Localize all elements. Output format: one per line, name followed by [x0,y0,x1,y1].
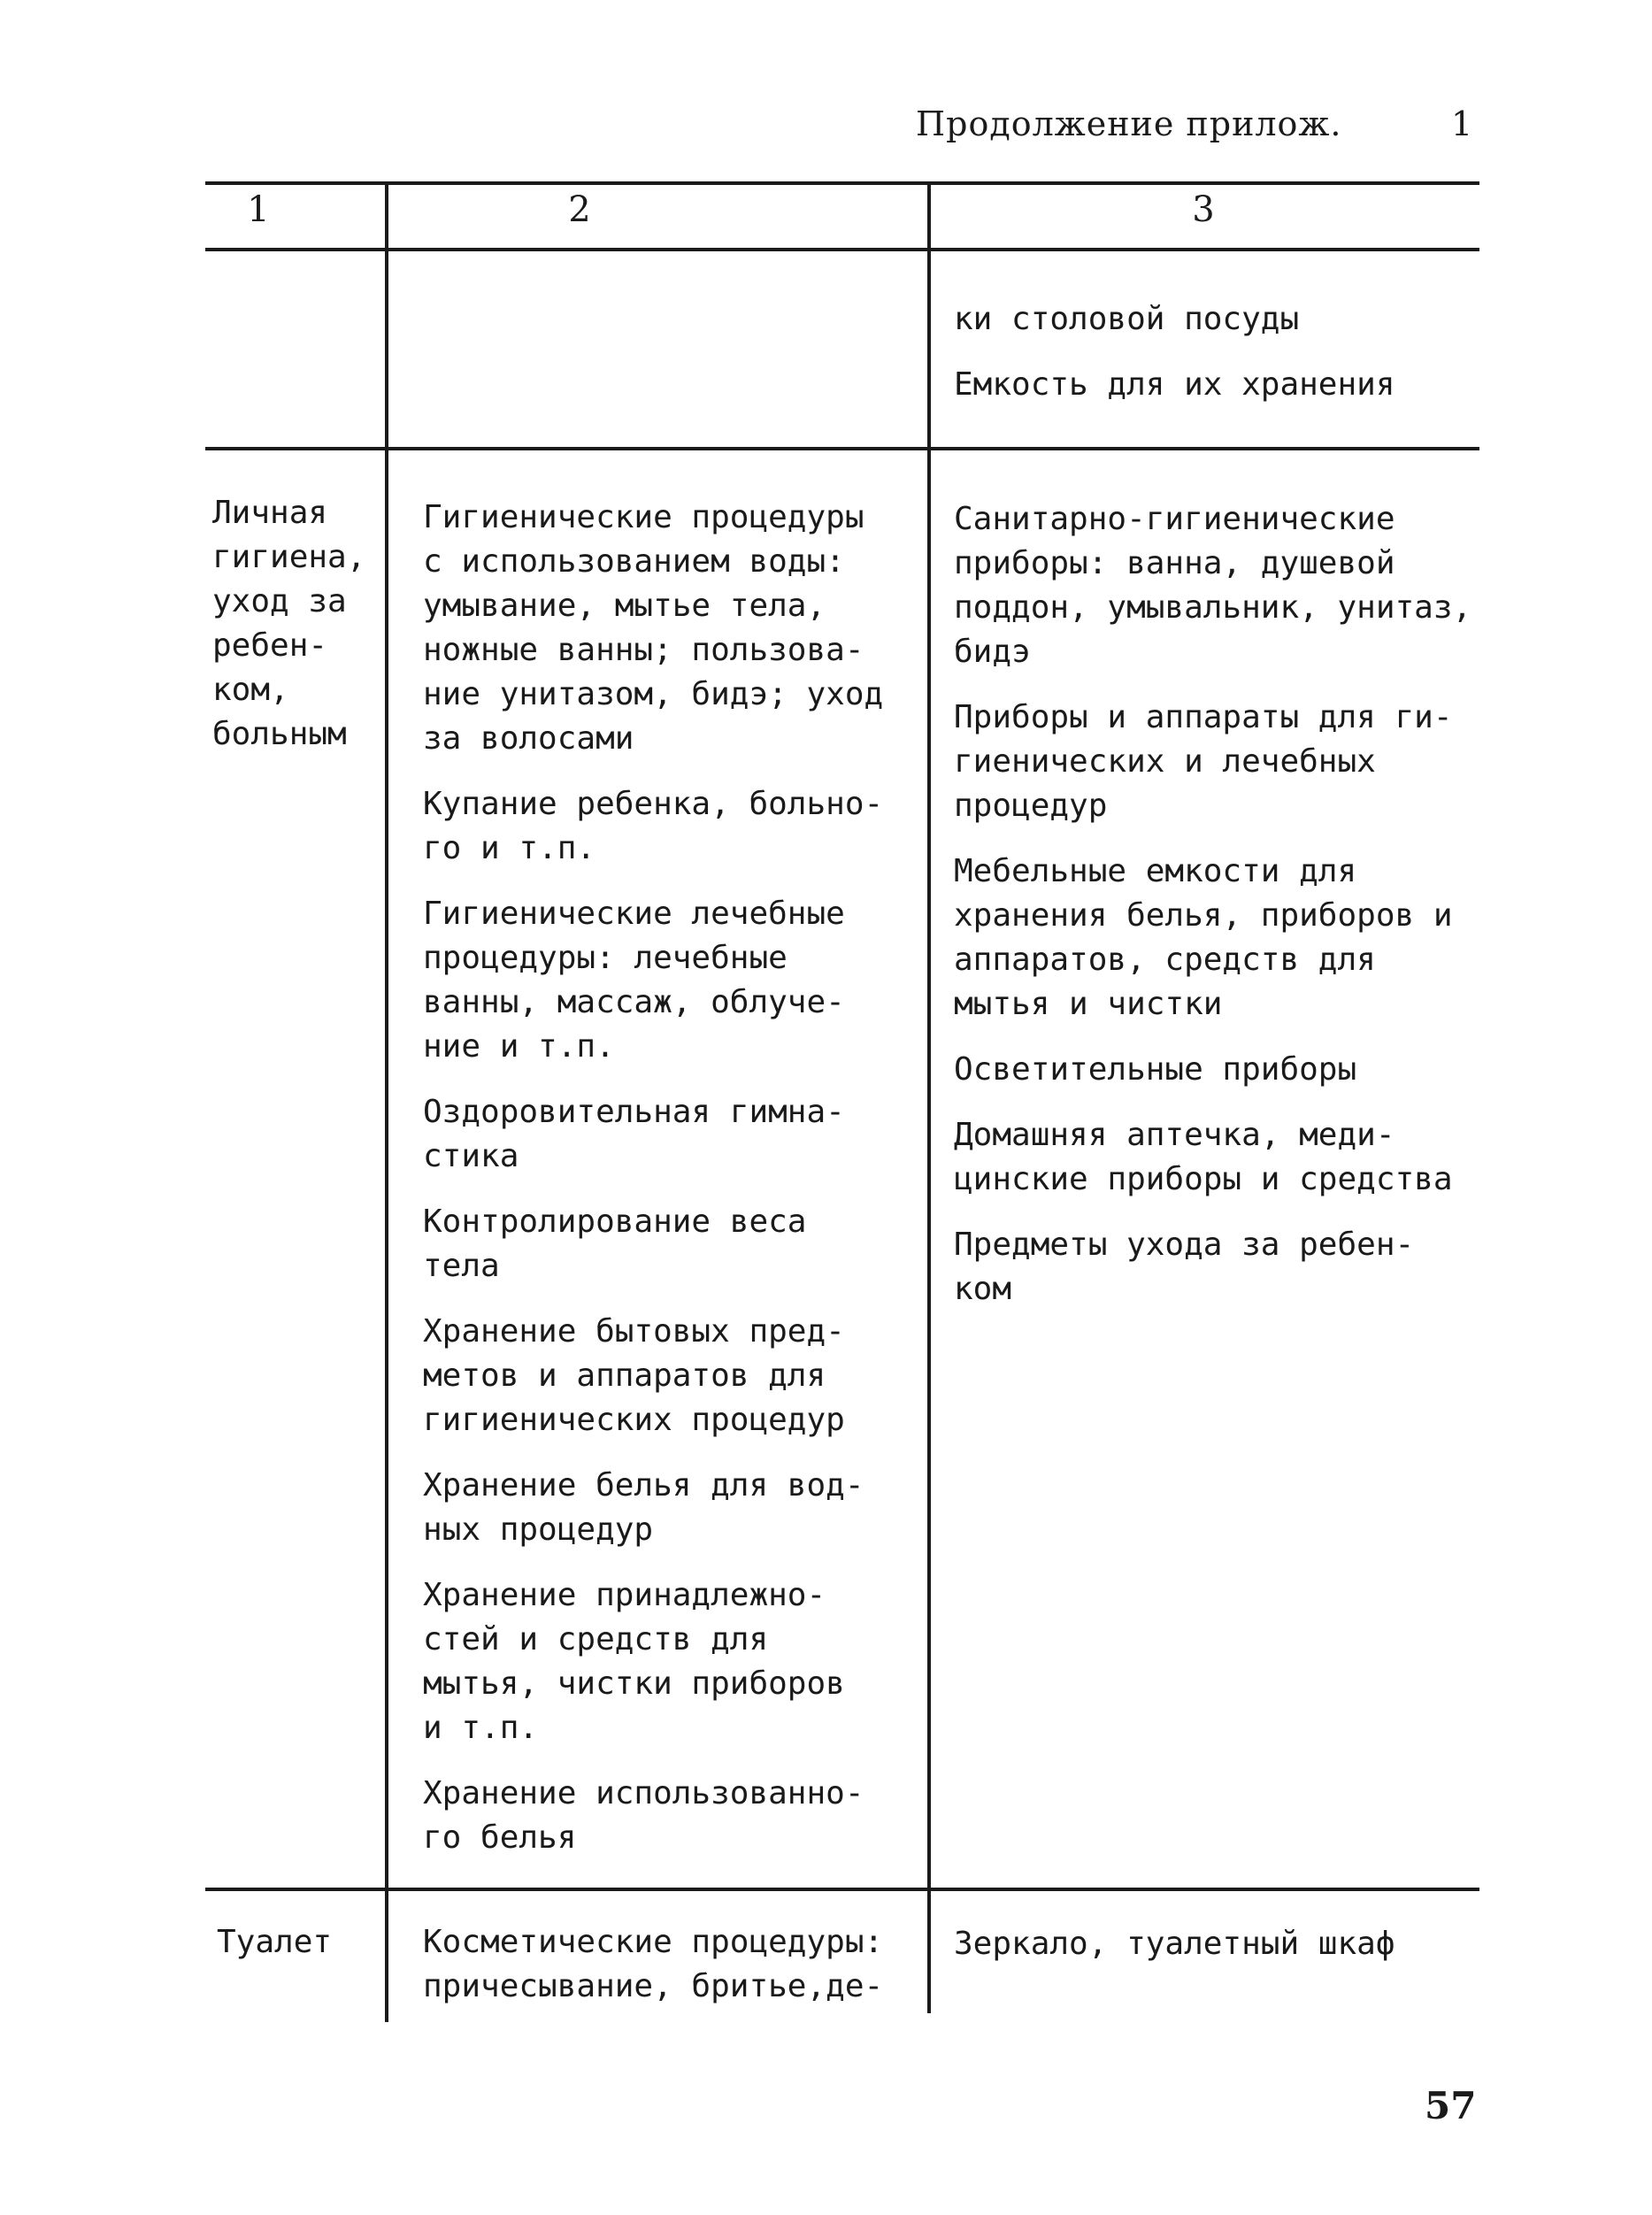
column-number: 3 [1192,189,1215,230]
column-divider [927,181,931,2013]
column-number: 1 [247,189,270,230]
equipment-item: Предметы ухода за ребен- ком [954,1227,1415,1307]
running-header [916,104,1482,143]
equipment-item: Мебельные емкости для хранения белья, приборов и аппаратов, средств для мытья и чистки [954,853,1453,1022]
equipment-item: Зеркало, туалетный шкаф [954,1926,1395,1962]
running-header-number: 1 [1451,104,1474,143]
procedure-item: Хранение бытовых пред- метов и аппаратов для гигиенических процедур [423,1313,845,1438]
cell-col2 [423,496,927,1881]
row-divider [205,1888,1479,1891]
procedure-item: Хранение белья для вод- ных процедур [423,1467,864,1548]
equipment-item: Приборы и аппараты для ги- гиенических и лечебных процедур [954,699,1453,824]
row-divider [205,447,1479,450]
cell-text: ки столовой посуды [954,301,1300,337]
procedure-item: Гигиенические процедуры с использованием воды: умывание, мытье тела, ножные ванны; пользова- ние унитазом, бидэ; уход за волосами [423,499,884,757]
cell-col3 [954,297,1485,428]
procedure-item: Хранение использованно- го белья [423,1775,864,1856]
procedure-item: Оздоровительная гимна- стика [423,1094,845,1174]
procedure-item: Купание ребенка, больно- го и т.п. [423,786,884,866]
equipment-item: Санитарно-гигиенические приборы: ванна, душевой поддон, умывальник, унитаз, бидэ [954,501,1472,670]
cell-col3 [954,1922,1485,1988]
column-header-rule [205,248,1479,251]
equipment-item: Осветительные приборы [954,1051,1357,1088]
cell-text: Емкость для их хранения [954,366,1395,403]
cell-col2 [423,1920,927,2030]
cell-col1 [217,1920,380,1986]
running-header-text: Продолжение прилож. [916,104,1342,143]
procedure-item: Косметические процедуры: причесывание, бритье,де- [423,1924,884,2004]
procedure-item: Гигиенические лечебные процедуры: лечебные ванны, массаж, облуче- ние и т.п. [423,896,845,1065]
category-label: Личная гигиена, уход за ребен- ком, больным [212,495,366,752]
cell-col3 [954,497,1485,1333]
column-number: 2 [568,189,591,230]
page-number: 57 [1425,2084,1477,2127]
procedure-item: Контролирование веса тела [423,1204,807,1284]
procedure-item: Хранение принадлежно- стей и средств для мытья, чистки приборов и т.п. [423,1577,845,1746]
table-top-rule [205,181,1479,185]
column-divider [385,181,388,2022]
category-label: Туалет [217,1924,333,1960]
equipment-item: Домашняя аптечка, меди- цинские приборы и средства [954,1117,1453,1197]
cell-col1 [212,491,380,778]
